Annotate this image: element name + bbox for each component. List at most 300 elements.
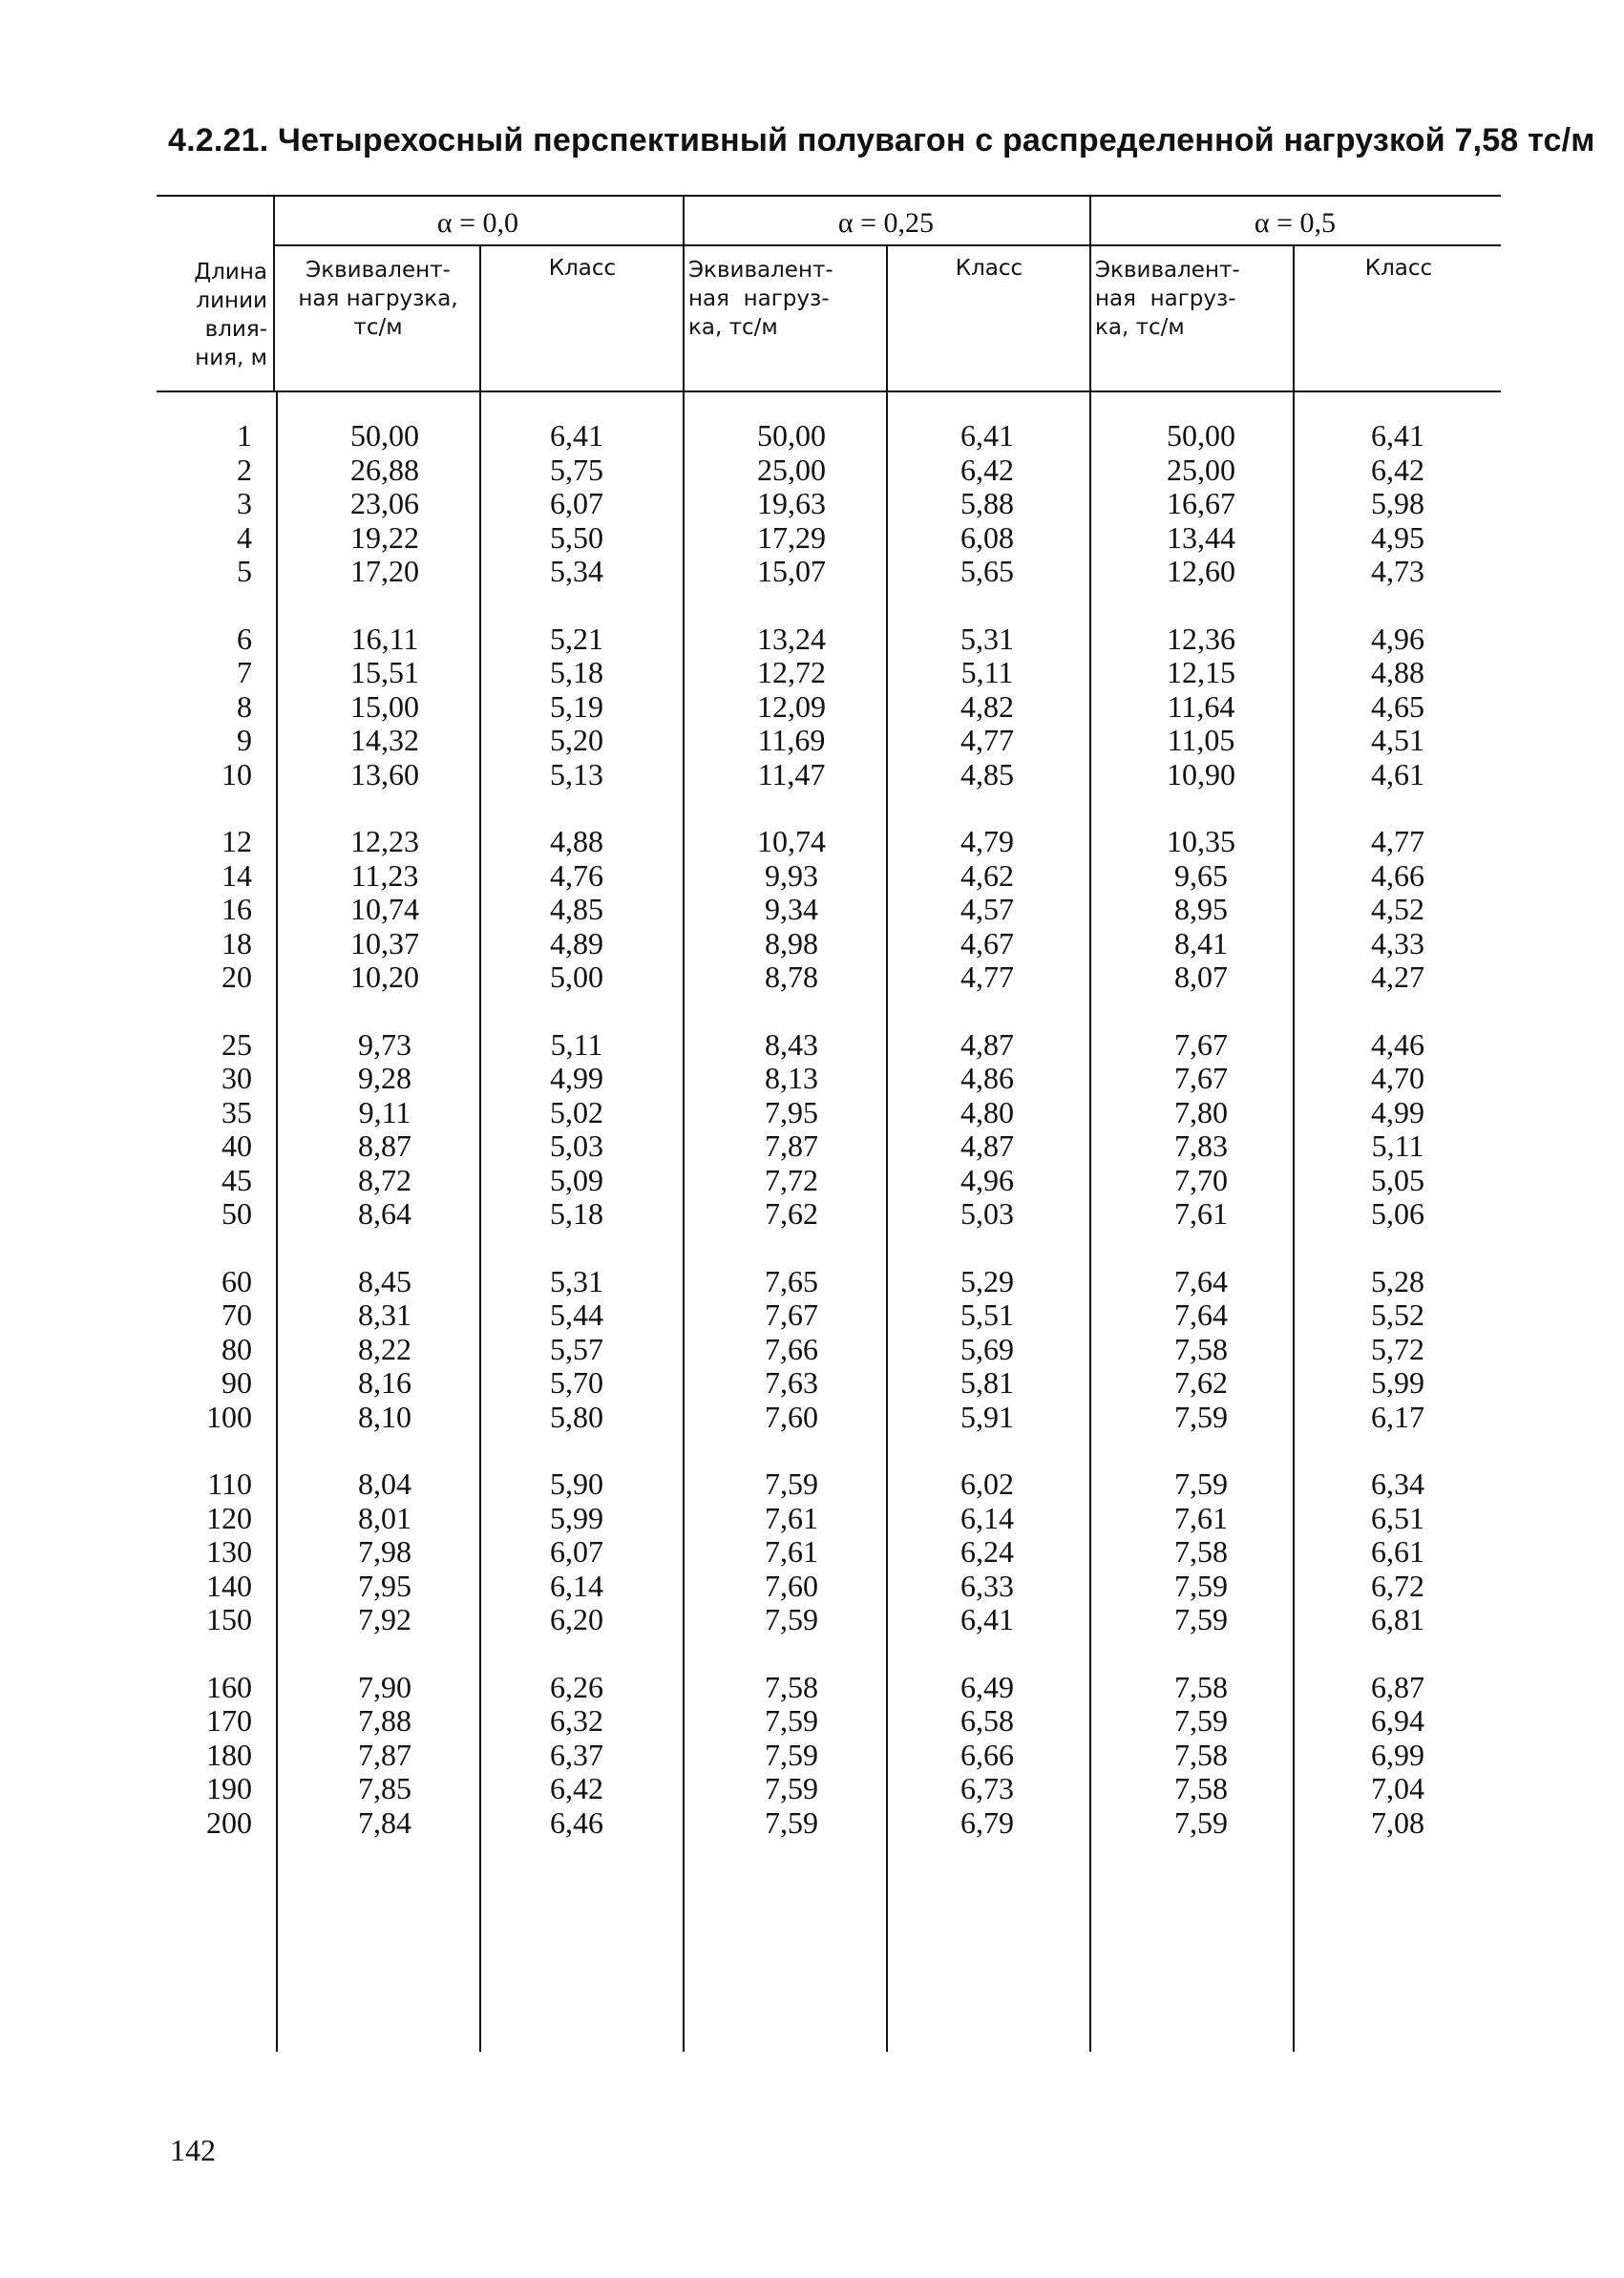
cell-equiv-a25: 7,61: [765, 1534, 818, 1569]
cell-class-a5: 4,77: [1371, 824, 1424, 858]
cell-class-a25: 6,14: [960, 1500, 1014, 1535]
alpha-header-25: α = 0,25: [837, 207, 935, 239]
cell-class-a0: 5,19: [550, 688, 603, 724]
cell-class-a0: 5,99: [550, 1500, 603, 1535]
cell-equiv-a5: 12,15: [1167, 655, 1235, 689]
cell-class-a5: 5,98: [1371, 486, 1424, 520]
cell-class-a5: 6,87: [1371, 1669, 1424, 1704]
column-header-class-a25: Класс: [955, 256, 1023, 281]
cell-class-a0: 4,88: [550, 824, 603, 858]
cell-equiv-a0: 13,60: [350, 756, 419, 791]
cell-class-a25: 6,73: [960, 1771, 1014, 1805]
cell-length: 10: [221, 756, 252, 791]
cell-equiv-a25: 11,69: [757, 723, 826, 757]
cell-length: 20: [221, 960, 252, 994]
column-header-equiv-a25: Эквивалент- ная нагруз- ка, тс/м: [688, 258, 833, 340]
table-row: [157, 1671, 1501, 1705]
cell-equiv-a0: 8,04: [358, 1466, 411, 1501]
cell-length: 60: [221, 1263, 252, 1298]
cell-length: 30: [221, 1061, 252, 1095]
cell-equiv-a0: 8,22: [358, 1331, 411, 1366]
cell-equiv-a0: 7,90: [358, 1669, 411, 1704]
header-bottom-rule: [157, 390, 1501, 392]
cell-equiv-a5: 7,58: [1174, 1737, 1228, 1772]
cell-class-a5: 4,99: [1371, 1094, 1424, 1129]
table-row: [157, 1570, 1501, 1604]
cell-class-a25: 4,79: [960, 824, 1014, 858]
page-title: 4.2.21. Четырехосный перспективный полувагон с распределенной нагрузкой 7,58 тс/м: [168, 122, 1595, 158]
cell-equiv-a25: 7,67: [765, 1297, 818, 1332]
cell-length: 8: [237, 688, 252, 724]
cell-equiv-a0: 8,01: [358, 1500, 411, 1535]
cell-length: 170: [206, 1703, 252, 1738]
cell-class-a5: 4,61: [1371, 756, 1424, 791]
cell-equiv-a25: 7,60: [765, 1399, 818, 1434]
cell-class-a5: 5,06: [1371, 1196, 1424, 1231]
cell-class-a0: 5,44: [550, 1297, 603, 1332]
table-row: [157, 1062, 1501, 1096]
cell-class-a25: 6,79: [960, 1804, 1014, 1840]
table-row: [157, 453, 1501, 488]
cell-equiv-a0: 8,10: [358, 1399, 411, 1434]
cell-class-a0: 5,31: [550, 1263, 603, 1298]
cell-equiv-a25: 7,65: [765, 1263, 818, 1298]
cell-equiv-a0: 15,00: [350, 688, 419, 724]
cell-length: 190: [206, 1771, 252, 1805]
cell-equiv-a5: 7,67: [1174, 1026, 1228, 1062]
cell-class-a0: 5,50: [550, 519, 603, 555]
cell-length: 5: [237, 554, 252, 588]
cell-length: 140: [206, 1568, 252, 1603]
cell-equiv-a0: 11,23: [350, 857, 419, 893]
cell-class-a0: 5,90: [550, 1466, 603, 1501]
cell-class-a0: 6,07: [550, 1534, 603, 1569]
cell-class-a25: 5,69: [960, 1331, 1014, 1366]
cell-length: 120: [206, 1500, 252, 1535]
cell-equiv-a5: 9,65: [1174, 857, 1228, 893]
cell-class-a5: 6,41: [1371, 418, 1424, 453]
cell-equiv-a5: 7,70: [1174, 1162, 1228, 1197]
cell-class-a25: 6,02: [960, 1466, 1014, 1501]
cell-length: 110: [207, 1466, 252, 1501]
table-row: [157, 1096, 1501, 1130]
cell-length: 180: [206, 1737, 252, 1772]
cell-equiv-a5: 7,58: [1174, 1534, 1228, 1569]
cell-class-a25: 5,03: [960, 1196, 1014, 1231]
cell-class-a0: 5,03: [550, 1128, 603, 1163]
cell-class-a0: 5,75: [550, 452, 603, 487]
cell-equiv-a5: 7,64: [1174, 1263, 1228, 1298]
cell-equiv-a0: 8,31: [358, 1297, 411, 1332]
cell-equiv-a5: 7,61: [1174, 1196, 1228, 1231]
cell-equiv-a5: 50,00: [1167, 418, 1235, 453]
cell-equiv-a0: 14,32: [350, 723, 419, 757]
cell-class-a25: 5,11: [960, 655, 1014, 689]
cell-class-a25: 6,33: [960, 1568, 1014, 1603]
cell-equiv-a0: 10,74: [350, 892, 419, 926]
cell-equiv-a5: 7,59: [1174, 1568, 1228, 1603]
cell-class-a25: 5,65: [960, 554, 1014, 588]
cell-equiv-a25: 7,87: [765, 1128, 818, 1163]
cell-equiv-a5: 7,58: [1174, 1331, 1228, 1366]
cell-class-a0: 5,21: [550, 621, 603, 656]
cell-class-a25: 6,24: [960, 1534, 1014, 1569]
cell-equiv-a25: 7,59: [765, 1466, 818, 1501]
cell-class-a0: 5,13: [550, 756, 603, 791]
cell-length: 4: [237, 519, 252, 555]
table-row: [157, 1129, 1501, 1164]
cell-class-a5: 5,05: [1371, 1162, 1424, 1197]
cell-class-a5: 4,66: [1371, 857, 1424, 893]
cell-class-a0: 5,70: [550, 1365, 603, 1400]
cell-class-a5: 4,65: [1371, 688, 1424, 724]
table-row: [157, 1603, 1501, 1637]
cell-length: 100: [206, 1399, 252, 1434]
cell-equiv-a25: 8,78: [765, 960, 818, 994]
cell-class-a5: 5,28: [1371, 1263, 1424, 1298]
cell-class-a25: 5,51: [960, 1297, 1014, 1332]
cell-length: 6: [237, 621, 252, 656]
cell-length: 40: [221, 1128, 252, 1163]
cell-equiv-a25: 17,29: [757, 519, 826, 555]
table-row: [157, 521, 1501, 556]
cell-equiv-a0: 8,45: [358, 1263, 411, 1298]
cell-class-a0: 5,00: [550, 960, 603, 994]
cell-equiv-a0: 8,87: [358, 1128, 411, 1163]
cell-class-a5: 6,17: [1371, 1399, 1424, 1434]
table-row: [157, 758, 1501, 792]
table-row: [157, 419, 1501, 453]
cell-class-a5: 4,52: [1371, 892, 1424, 926]
cell-class-a5: 5,99: [1371, 1365, 1424, 1400]
cell-equiv-a25: 13,24: [757, 621, 826, 656]
cell-equiv-a5: 7,59: [1174, 1804, 1228, 1840]
cell-class-a25: 4,96: [960, 1162, 1014, 1197]
cell-equiv-a25: 7,66: [765, 1331, 818, 1366]
cell-length: 130: [206, 1534, 252, 1569]
cell-equiv-a25: 7,95: [765, 1094, 818, 1129]
cell-class-a25: 4,85: [960, 756, 1014, 791]
cell-class-a5: 5,11: [1371, 1128, 1424, 1163]
cell-equiv-a25: 7,59: [765, 1804, 818, 1840]
table-row: [157, 690, 1501, 725]
cell-class-a5: 6,99: [1371, 1737, 1424, 1772]
table-row: [157, 825, 1501, 859]
table-row: [157, 1467, 1501, 1502]
cell-length: 7: [237, 655, 252, 689]
cell-equiv-a5: 11,64: [1167, 688, 1235, 724]
table-row: [157, 724, 1501, 758]
cell-class-a5: 4,88: [1371, 655, 1424, 689]
table-row: [157, 1164, 1501, 1198]
cell-length: 160: [206, 1669, 252, 1704]
cell-class-a0: 5,18: [550, 655, 603, 689]
cell-equiv-a5: 7,80: [1174, 1094, 1228, 1129]
cell-class-a5: 5,72: [1371, 1331, 1424, 1366]
page-number: 142: [170, 2133, 216, 2167]
cell-equiv-a5: 8,95: [1174, 892, 1228, 926]
cell-equiv-a5: 7,59: [1174, 1703, 1228, 1738]
cell-equiv-a25: 50,00: [757, 418, 826, 453]
cell-equiv-a0: 7,92: [358, 1602, 411, 1636]
cell-equiv-a0: 7,87: [358, 1737, 411, 1772]
cell-equiv-a0: 7,98: [358, 1534, 411, 1569]
row-group: [157, 1265, 1501, 1435]
cell-equiv-a0: 17,20: [350, 554, 419, 588]
cell-class-a5: 6,72: [1371, 1568, 1424, 1603]
cell-equiv-a0: 8,64: [358, 1196, 411, 1231]
cell-class-a0: 4,76: [550, 857, 603, 893]
cell-class-a25: 5,88: [960, 486, 1014, 520]
cell-length: 45: [221, 1162, 252, 1197]
cell-equiv-a0: 9,28: [358, 1061, 411, 1095]
column-header-length: Длина линии влия- ния, м: [194, 260, 267, 370]
table-row: [157, 893, 1501, 927]
cell-equiv-a25: 9,34: [765, 892, 818, 926]
cell-equiv-a5: 7,67: [1174, 1061, 1228, 1095]
alpha-header-5: α = 0,5: [1254, 207, 1337, 239]
cell-length: 12: [221, 824, 252, 858]
cell-length: 1: [237, 418, 252, 453]
cell-equiv-a0: 8,16: [358, 1365, 411, 1400]
cell-class-a5: 6,51: [1371, 1500, 1424, 1535]
cell-equiv-a0: 7,85: [358, 1771, 411, 1805]
column-header-equiv-a5: Эквивалент- ная нагруз- ка, тс/м: [1095, 258, 1240, 340]
table-row: [157, 1197, 1501, 1232]
cell-class-a0: 5,57: [550, 1331, 603, 1366]
cell-equiv-a25: 7,63: [765, 1365, 818, 1400]
cell-class-a5: 4,70: [1371, 1061, 1424, 1095]
row-group: [157, 622, 1501, 792]
cell-equiv-a0: 10,20: [350, 960, 419, 994]
cell-equiv-a0: 26,88: [350, 452, 419, 487]
cell-equiv-a25: 25,00: [757, 452, 826, 487]
cell-class-a5: 4,33: [1371, 925, 1424, 960]
cell-class-a0: 6,07: [550, 486, 603, 520]
cell-class-a0: 6,42: [550, 1771, 603, 1805]
cell-class-a5: 6,81: [1371, 1602, 1424, 1636]
cell-equiv-a0: 15,51: [350, 655, 419, 689]
cell-equiv-a5: 8,07: [1174, 960, 1228, 994]
cell-equiv-a25: 7,59: [765, 1602, 818, 1636]
cell-class-a0: 4,99: [550, 1061, 603, 1095]
cell-class-a0: 6,46: [550, 1804, 603, 1840]
cell-class-a25: 4,77: [960, 723, 1014, 757]
cell-class-a5: 4,46: [1371, 1026, 1424, 1062]
cell-class-a5: 4,96: [1371, 621, 1424, 656]
cell-equiv-a5: 7,59: [1174, 1466, 1228, 1501]
cell-class-a25: 4,62: [960, 857, 1014, 893]
cell-equiv-a5: 7,83: [1174, 1128, 1228, 1163]
cell-length: 14: [221, 857, 252, 893]
cell-equiv-a25: 7,60: [765, 1568, 818, 1603]
cell-equiv-a25: 7,58: [765, 1669, 818, 1704]
cell-equiv-a25: 10,74: [757, 824, 826, 858]
cell-length: 35: [221, 1094, 252, 1129]
table-top-rule: [157, 195, 1501, 197]
cell-equiv-a5: 7,59: [1174, 1399, 1228, 1434]
cell-equiv-a25: 8,98: [765, 925, 818, 960]
cell-class-a0: 5,34: [550, 554, 603, 588]
table-row: [157, 1502, 1501, 1536]
table-row: [157, 859, 1501, 894]
cell-equiv-a25: 7,61: [765, 1500, 818, 1535]
cell-length: 2: [237, 452, 252, 487]
cell-class-a0: 6,41: [550, 418, 603, 453]
cell-class-a25: 6,66: [960, 1737, 1014, 1772]
cell-class-a0: 4,89: [550, 925, 603, 960]
cell-equiv-a25: 12,72: [757, 655, 826, 689]
cell-class-a5: 6,34: [1371, 1466, 1424, 1501]
cell-equiv-a25: 12,09: [757, 688, 826, 724]
cell-equiv-a0: 9,11: [358, 1094, 411, 1129]
cell-equiv-a25: 11,47: [757, 756, 826, 791]
cell-length: 200: [206, 1804, 252, 1840]
cell-equiv-a5: 12,36: [1167, 621, 1235, 656]
cell-class-a25: 5,31: [960, 621, 1014, 656]
table-row: [157, 927, 1501, 961]
cell-length: 50: [221, 1196, 252, 1231]
cell-equiv-a5: 25,00: [1167, 452, 1235, 487]
cell-length: 90: [221, 1365, 252, 1400]
cell-equiv-a5: 13,44: [1167, 519, 1235, 555]
cell-equiv-a5: 8,41: [1174, 925, 1228, 960]
cell-equiv-a0: 7,88: [358, 1703, 411, 1738]
table-row: [157, 1704, 1501, 1739]
table-row: [157, 487, 1501, 521]
cell-equiv-a0: 23,06: [350, 486, 419, 520]
cell-class-a0: 5,11: [550, 1026, 603, 1062]
cell-equiv-a0: 50,00: [350, 418, 419, 453]
cell-length: 25: [221, 1026, 252, 1062]
cell-class-a25: 5,91: [960, 1399, 1014, 1434]
alpha-header-0: α = 0,0: [436, 207, 519, 239]
cell-length: 3: [237, 486, 252, 520]
cell-class-a25: 6,49: [960, 1669, 1014, 1704]
cell-length: 18: [221, 925, 252, 960]
cell-equiv-a25: 8,43: [765, 1026, 818, 1062]
cell-equiv-a0: 7,84: [358, 1804, 411, 1840]
cell-class-a25: 5,81: [960, 1365, 1014, 1400]
cell-equiv-a25: 7,59: [765, 1771, 818, 1805]
cell-equiv-a25: 15,07: [757, 554, 826, 588]
row-group: [157, 1467, 1501, 1637]
table-body: [157, 419, 1501, 1873]
cell-class-a25: 4,86: [960, 1061, 1014, 1095]
cell-length: 16: [221, 892, 252, 926]
cell-class-a0: 5,18: [550, 1196, 603, 1231]
cell-class-a0: 6,26: [550, 1669, 603, 1704]
cell-class-a5: 6,94: [1371, 1703, 1424, 1738]
cell-equiv-a5: 7,62: [1174, 1365, 1228, 1400]
cell-equiv-a5: 12,60: [1167, 554, 1235, 588]
cell-equiv-a0: 16,11: [350, 621, 419, 656]
cell-equiv-a5: 7,64: [1174, 1297, 1228, 1332]
table-row: [157, 1298, 1501, 1333]
cell-class-a0: 6,20: [550, 1602, 603, 1636]
cell-class-a25: 4,67: [960, 925, 1014, 960]
table-row: [157, 555, 1501, 589]
cell-equiv-a25: 7,72: [765, 1162, 818, 1197]
cell-class-a0: 5,80: [550, 1399, 603, 1434]
cell-equiv-a25: 7,59: [765, 1703, 818, 1738]
cell-class-a5: 5,52: [1371, 1297, 1424, 1332]
cell-class-a25: 4,87: [960, 1026, 1014, 1062]
cell-class-a25: 6,42: [960, 452, 1014, 487]
table-row: [157, 960, 1501, 995]
cell-length: 150: [206, 1602, 252, 1636]
cell-class-a5: 6,42: [1371, 452, 1424, 487]
cell-equiv-a25: 8,13: [765, 1061, 818, 1095]
cell-equiv-a0: 8,72: [358, 1162, 411, 1197]
cell-equiv-a5: 7,58: [1174, 1669, 1228, 1704]
cell-equiv-a5: 7,58: [1174, 1771, 1228, 1805]
row-group: [157, 419, 1501, 589]
table-row: [157, 1028, 1501, 1063]
cell-class-a25: 4,57: [960, 892, 1014, 926]
column-header-equiv-a0: Эквивалент- ная нагрузка, тс/м: [298, 258, 458, 340]
column-header-class-a0: Класс: [548, 256, 617, 281]
cell-equiv-a0: 7,95: [358, 1568, 411, 1603]
cell-class-a25: 5,29: [960, 1263, 1014, 1298]
cell-class-a0: 4,85: [550, 892, 603, 926]
cell-length: 9: [237, 723, 252, 757]
cell-class-a0: 5,09: [550, 1162, 603, 1197]
cell-equiv-a25: 9,93: [765, 857, 818, 893]
row-group: [157, 825, 1501, 995]
cell-equiv-a25: 19,63: [757, 486, 826, 520]
cell-class-a25: 4,77: [960, 960, 1014, 994]
cell-equiv-a5: 10,35: [1167, 824, 1235, 858]
cell-equiv-a0: 10,37: [350, 925, 419, 960]
cell-equiv-a5: 16,67: [1167, 486, 1235, 520]
cell-class-a5: 4,73: [1371, 554, 1424, 588]
cell-class-a5: 7,08: [1371, 1804, 1424, 1840]
cell-class-a5: 4,95: [1371, 519, 1424, 555]
cell-class-a25: 6,08: [960, 519, 1014, 555]
cell-class-a25: 6,41: [960, 418, 1014, 453]
table-row: [157, 1806, 1501, 1841]
cell-class-a25: 6,41: [960, 1602, 1014, 1636]
cell-class-a5: 4,51: [1371, 723, 1424, 757]
cell-class-a0: 5,20: [550, 723, 603, 757]
cell-class-a25: 4,87: [960, 1128, 1014, 1163]
cell-class-a0: 5,02: [550, 1094, 603, 1129]
cell-class-a25: 6,58: [960, 1703, 1014, 1738]
cell-equiv-a0: 12,23: [350, 824, 419, 858]
row-group: [157, 1028, 1501, 1232]
cell-equiv-a0: 9,73: [358, 1026, 411, 1062]
cell-class-a5: 4,27: [1371, 960, 1424, 994]
table-row: [157, 622, 1501, 657]
cell-class-a5: 7,04: [1371, 1771, 1424, 1805]
cell-equiv-a5: 7,61: [1174, 1500, 1228, 1535]
cell-equiv-a25: 7,62: [765, 1196, 818, 1231]
table-row: [157, 1739, 1501, 1773]
table-row: [157, 1265, 1501, 1299]
table-row: [157, 1535, 1501, 1570]
table-row: [157, 1401, 1501, 1435]
table-row: [157, 1366, 1501, 1401]
table-row: [157, 656, 1501, 690]
column-header-class-a5: Класс: [1364, 256, 1433, 281]
equivalent-load-table: [157, 195, 1501, 1856]
cell-class-a0: 6,32: [550, 1703, 603, 1738]
cell-class-a5: 6,61: [1371, 1534, 1424, 1569]
cell-length: 70: [221, 1297, 252, 1332]
cell-equiv-a5: 7,59: [1174, 1602, 1228, 1636]
cell-length: 80: [221, 1331, 252, 1366]
